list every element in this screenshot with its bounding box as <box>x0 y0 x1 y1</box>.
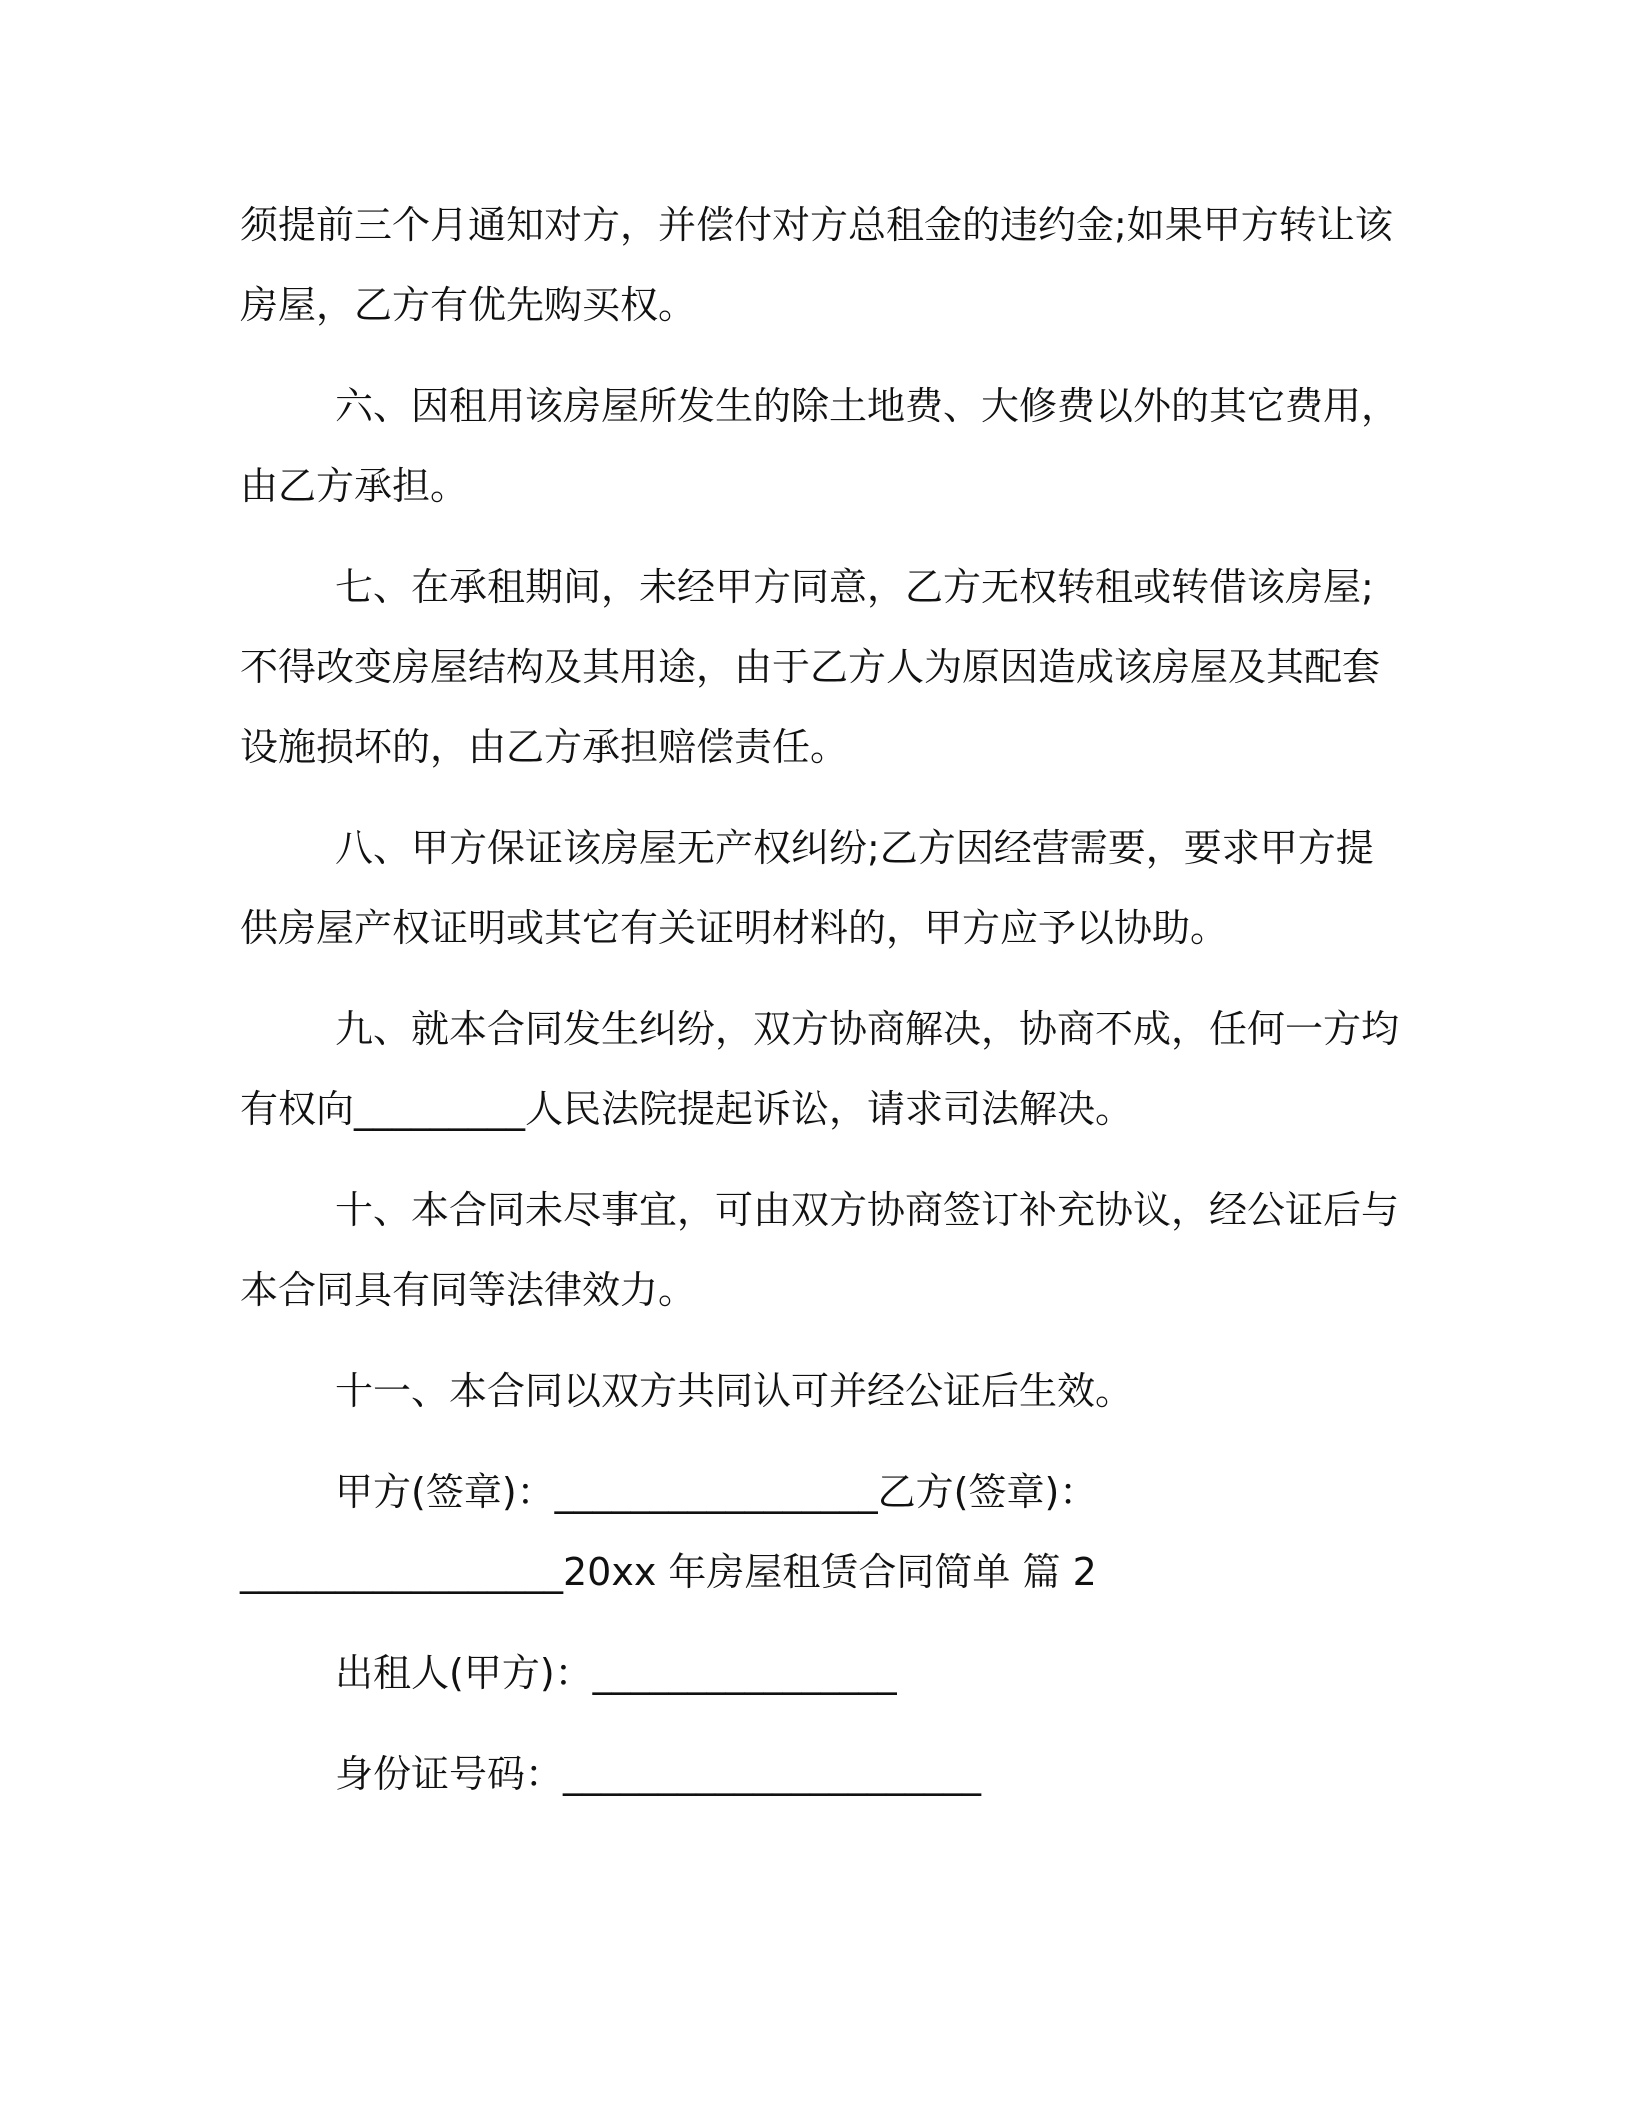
paragraph-clause-6 <box>240 366 1400 526</box>
text-line: 设施损坏的，由乙方承担赔偿责任。 <box>240 725 849 769</box>
id-number-label: 身份证号码：______________________ <box>335 1752 982 1796</box>
paragraph-clause-11 <box>240 1351 1390 1431</box>
text-line: 由乙方承担。 <box>240 464 469 508</box>
paragraph-clause-10 <box>240 1170 1400 1330</box>
text-line: 八、甲方保证该房屋无产权纠纷;乙方因经营需要，要求甲方提 <box>335 826 1374 870</box>
signature-line: 甲方(签章)：_________________乙方(签章)： <box>335 1470 1098 1514</box>
id-number-field <box>240 1734 1390 1814</box>
section-heading-line: _________________20xx 年房屋租赁合同简单 篇 2 <box>240 1550 1097 1594</box>
text-line: 十一、本合同以双方共同认可并经公证后生效。 <box>335 1369 1134 1413</box>
lessor-label: 出租人(甲方)：________________ <box>335 1651 897 1695</box>
paragraph-clause-8 <box>240 808 1390 968</box>
text-line: 供房屋产权证明或其它有关证明材料的，甲方应予以协助。 <box>240 906 1229 950</box>
text-line: 十、本合同未尽事宜，可由双方协商签订补充协议，经公证后与 <box>335 1188 1400 1232</box>
text-line: 九、就本合同发生纠纷，双方协商解决，协商不成，任何一方均 <box>335 1007 1400 1051</box>
text-line: 不得改变房屋结构及其用途，由于乙方人为原因造成该房屋及其配套 <box>240 645 1381 689</box>
text-line: 须提前三个月通知对方，并偿付对方总租金的违约金;如果甲方转让该 <box>240 203 1393 247</box>
text-line: 有权向_________人民法院提起诉讼，请求司法解决。 <box>240 1087 1134 1131</box>
lessor-field <box>240 1633 1390 1713</box>
signature-block <box>240 1452 1390 1612</box>
document-page <box>240 185 1400 1835</box>
paragraph-clause-7 <box>240 547 1390 787</box>
text-line: 六、因租用该房屋所发生的除土地费、大修费以外的其它费用， <box>335 384 1400 428</box>
paragraph-termination-clause <box>240 185 1393 345</box>
text-line: 七、在承租期间，未经甲方同意，乙方无权转租或转借该房屋; <box>335 565 1374 609</box>
text-line: 本合同具有同等法律效力。 <box>240 1268 697 1312</box>
text-line: 房屋，乙方有优先购买权。 <box>240 283 697 327</box>
paragraph-clause-9 <box>240 989 1400 1149</box>
